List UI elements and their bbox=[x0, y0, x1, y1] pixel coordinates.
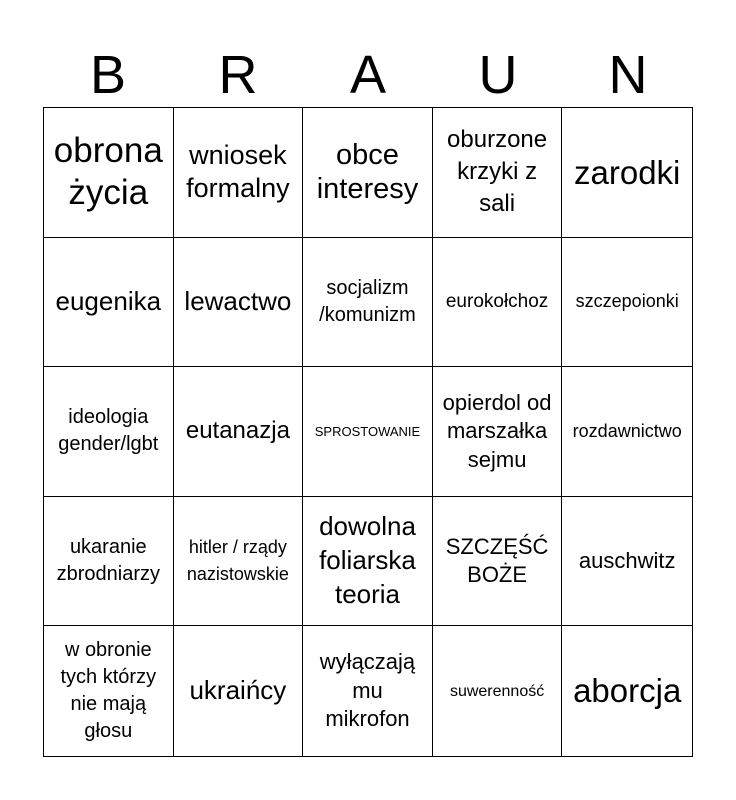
bingo-cell[interactable]: w obronie tych którzy nie mają głosu bbox=[44, 626, 174, 756]
bingo-cell[interactable]: aborcja bbox=[573, 672, 682, 710]
bingo-cell[interactable]: lewactwo bbox=[174, 238, 304, 368]
header-letter-n: N bbox=[608, 45, 648, 105]
bingo-cell[interactable]: ideologia gender/lgbt bbox=[44, 367, 174, 497]
bingo-cell[interactable]: wniosek formalny bbox=[174, 108, 304, 238]
bingo-cell[interactable]: auschwitz bbox=[562, 497, 692, 627]
header-letter-a: A bbox=[349, 45, 387, 105]
bingo-cell[interactable]: eutanazja bbox=[174, 367, 304, 497]
bingo-cell[interactable]: ukraińcy bbox=[174, 626, 304, 756]
bingo-cell[interactable]: rozdawnictwo bbox=[562, 367, 692, 497]
bingo-cell[interactable]: opierdol od marszałka sejmu bbox=[433, 367, 563, 497]
bingo-cell[interactable]: SZCZĘŚĆ BOŻE bbox=[433, 497, 563, 627]
bingo-cell[interactable]: hitler / rządy nazistowskie bbox=[174, 497, 304, 627]
header-letter-u: U bbox=[478, 45, 518, 105]
bingo-cell[interactable]: obce interesy bbox=[303, 108, 433, 238]
bingo-cell[interactable]: socjalizm /komunizm bbox=[303, 238, 433, 368]
bingo-cell[interactable]: dowolna foliarska teoria bbox=[303, 497, 433, 627]
bingo-cell[interactable]: wyłączają mu mikrofon bbox=[303, 626, 433, 756]
bingo-header bbox=[43, 44, 693, 106]
bingo-cell[interactable]: SPROSTOWANIE bbox=[303, 367, 433, 497]
bingo-cell[interactable]: ukaranie zbrodniarzy bbox=[44, 497, 174, 627]
header-letter-b: B bbox=[89, 45, 127, 105]
header-letter-r: R bbox=[218, 45, 258, 105]
bingo-cell[interactable]: eugenika bbox=[44, 238, 174, 368]
bingo-cell[interactable]: suwerenność bbox=[433, 626, 563, 756]
bingo-cell[interactable]: zarodki bbox=[562, 108, 692, 238]
bingo-cell[interactable]: oburzone krzyki z sali bbox=[433, 108, 563, 238]
bingo-cell[interactable]: eurokołchoz bbox=[433, 238, 563, 368]
bingo-cell[interactable]: obrona życia bbox=[44, 108, 174, 238]
bingo-cell[interactable]: szczepoionki bbox=[562, 238, 692, 368]
bingo-board bbox=[43, 107, 693, 757]
